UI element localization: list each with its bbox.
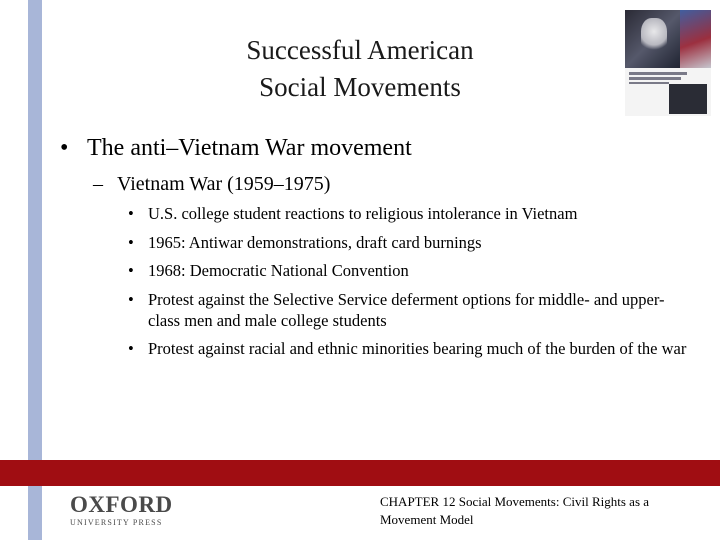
dash-marker: –	[93, 173, 103, 195]
book-cover-subtitle-line	[629, 82, 669, 84]
list-item	[128, 232, 693, 253]
oxford-logo-subtitle: UNIVERSITY PRESS	[70, 518, 163, 527]
list-item-text: 1968: Democratic National Convention	[148, 261, 409, 280]
bullet-marker: •	[128, 339, 134, 358]
chapter-footer-line-1: CHAPTER 12 Social Movements: Civil Rights as a	[380, 494, 650, 509]
bullet-marker: •	[60, 135, 69, 161]
bullet-marker: •	[128, 204, 134, 223]
main-bullet-text: The anti–Vietnam War movement	[87, 135, 412, 161]
left-accent-bar-lower	[28, 486, 42, 540]
list-item-text: U.S. college student reactions to religious intolerance in Vietnam	[148, 204, 578, 223]
book-cover-dark-panel	[669, 84, 707, 114]
list-item	[128, 289, 693, 331]
book-cover-flag-stripe	[680, 10, 711, 68]
bullet-marker: •	[128, 232, 134, 252]
bullet-marker: •	[128, 289, 134, 309]
list-item	[128, 203, 693, 224]
oxford-logo-word: OXFORD	[70, 492, 173, 517]
list-item-text: 1965: Antiwar demonstrations, draft card burnings	[148, 232, 482, 252]
footer-band	[0, 460, 720, 486]
list-item	[128, 338, 693, 359]
detail-list	[128, 203, 693, 367]
book-cover-title-line	[629, 72, 687, 75]
list-item	[128, 260, 693, 281]
raised-hand-image	[641, 18, 667, 52]
list-item-text: Protest against the Selective Service deferment options for middle- and upper-class men and male college students	[148, 289, 665, 330]
bullet-marker: •	[128, 261, 134, 280]
book-cover-image	[625, 10, 711, 116]
title-line-1: Successful American	[246, 35, 474, 65]
chapter-footer	[380, 493, 700, 529]
title-line-2: Social Movements	[259, 72, 461, 102]
list-item-text: Protest against racial and ethnic minorities bearing much of the burden of the war	[148, 339, 687, 358]
sub-bullet-text: Vietnam War (1959–1975)	[117, 173, 331, 195]
oxford-logo	[70, 492, 173, 529]
book-cover-title-line	[629, 77, 681, 80]
slide-title	[160, 32, 560, 106]
left-accent-bar	[28, 0, 42, 460]
chapter-footer-line-2: Movement Model	[380, 512, 474, 527]
